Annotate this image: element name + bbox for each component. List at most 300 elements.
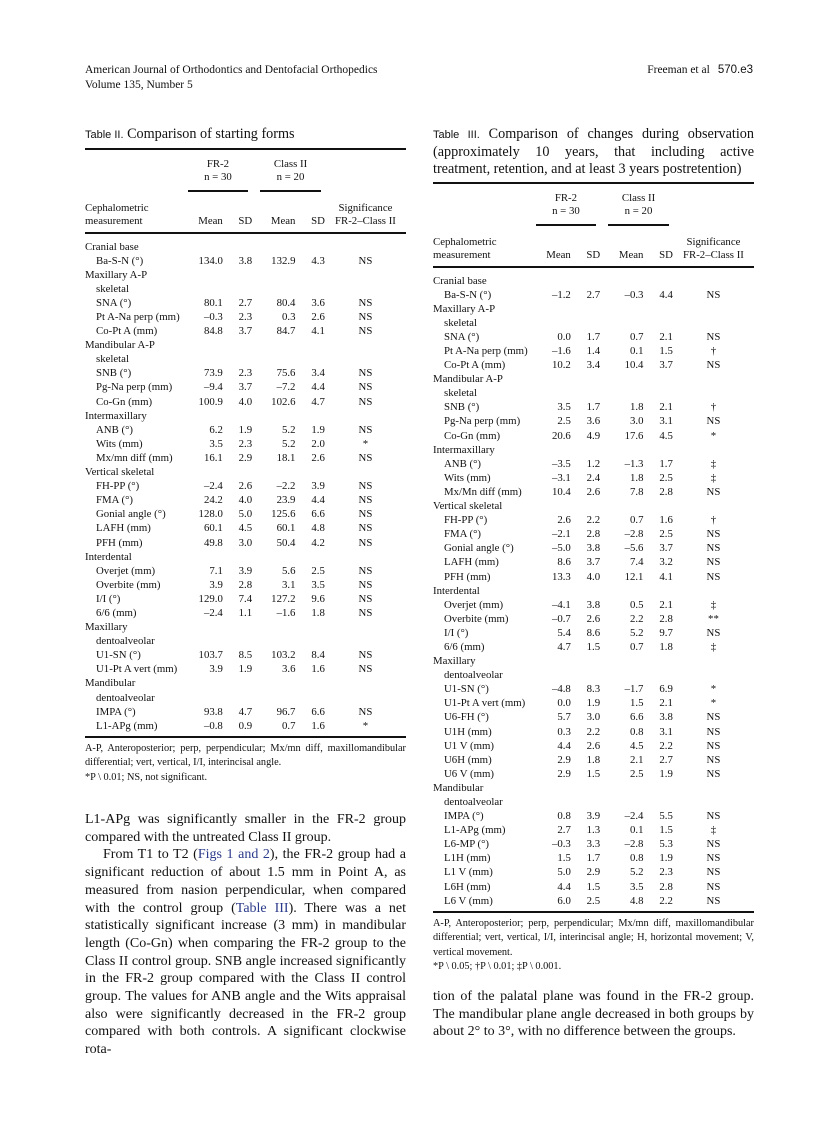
class2-mean: 10.4 [624,359,644,372]
table-row [433,471,754,485]
fr2-mean: 0.0 [557,330,571,343]
significance: NS [706,866,721,879]
class2-mean: –7.2 [276,381,296,394]
class2-mean: –2.2 [276,480,296,493]
row-label: Overjet (mm) [444,598,504,611]
table-row [433,344,754,358]
table-row [433,880,754,894]
table-row [85,536,406,550]
group-row [85,339,406,353]
fr2-sd: 3.6 [586,415,601,428]
class2-mean: 6.6 [629,711,644,724]
table-row [85,423,406,437]
significance: ‡ [710,457,717,470]
significance: NS [358,480,373,493]
significance: NS [706,880,721,893]
header-text: Cephalometric [433,236,497,248]
group-n: n = 30 [204,171,232,183]
fr2-mean: –1.2 [551,288,571,301]
table-row [85,578,406,592]
class2-sd: 1.9 [311,423,325,436]
running-header-right [647,63,753,78]
significance: NS [358,423,373,436]
table-row [85,451,406,465]
class2-sd: 3.8 [659,711,673,724]
fr2-mean: 16.1 [203,451,223,464]
paragraph: L1-APg was significantly smaller in the FR-2 group compared with the untreated Class II group. [85,812,406,845]
subgroup-row [433,316,754,330]
row-label: Maxillary A-P [433,302,496,315]
fr2-sd: 1.8 [586,753,601,766]
table-caption [433,126,754,178]
group-row [433,584,754,598]
row-label: Co-Gn (mm) [444,429,501,442]
class2-mean: 1.5 [629,697,644,710]
fr2-sd: 1.7 [586,330,601,343]
fr2-sd: 7.4 [238,592,253,605]
table-row [433,852,754,866]
subgroup-row [85,635,406,649]
significance: NS [358,395,373,408]
table-row [85,381,406,395]
fr2-mean: –0.7 [551,612,571,625]
class2-mean: 3.0 [629,415,644,428]
class2-sd: 3.7 [659,359,673,372]
significance: NS [358,649,373,662]
class2-mean: 2.2 [629,612,644,625]
group-row [433,655,754,669]
class2-mean: 0.1 [629,345,644,358]
fr2-mean: 49.8 [203,536,223,549]
group-name: FR-2 [554,192,578,204]
fr2-sd: 1.3 [586,824,601,837]
class2-mean: 2.5 [629,767,644,780]
column-header-mean: Mean [546,249,571,261]
significance: NS [706,626,721,639]
group-name: Class II [621,192,656,204]
fr2-sd: 8.3 [586,683,601,696]
fr2-sd: 1.7 [586,401,601,414]
group-n: n = 20 [276,171,305,183]
group-header [252,150,325,192]
significance: NS [706,330,721,343]
column-header-sd: SD [659,249,673,261]
class2-mean: –1.3 [624,457,644,470]
page-number: 570.e3 [717,64,753,76]
fr2-mean: 5.0 [557,866,571,879]
header-text: measurement [433,249,491,261]
significance: NS [706,711,721,724]
table-row [85,325,406,339]
class2-sd: 8.4 [311,649,325,662]
row-label: Mandibular [85,677,136,690]
class2-sd: 2.0 [311,437,325,450]
table-row [85,310,406,324]
table-row [85,437,406,451]
row-label: Maxillary [433,655,476,668]
fr2-sd: 8.5 [238,649,253,662]
fr2-sd: 2.4 [586,471,601,484]
fr2-sd: 3.0 [238,536,253,549]
significance: NS [706,288,721,301]
class2-sd: 3.1 [659,415,673,428]
group-row [85,621,406,635]
column-header-significance [325,192,406,233]
fr2-sd: 2.3 [238,437,253,450]
fr2-mean: 4.7 [557,640,571,653]
fr2-mean: 73.9 [203,367,223,380]
significance: NS [706,810,721,823]
significance: NS [358,663,373,676]
class2-mean: 84.7 [276,325,296,338]
row-label: L1 V (mm) [444,866,493,879]
class2-mean: 80.4 [276,296,296,309]
class2-sd: 9.6 [311,592,325,605]
fr2-mean: –0.3 [551,838,571,851]
fr2-sd: 4.9 [586,429,601,442]
table-row [433,683,754,697]
class2-sd: 1.6 [659,514,673,527]
fr2-sd: 1.5 [586,640,601,653]
significance: ** [708,612,719,625]
row-label: I/I (°) [444,626,469,639]
fr2-sd: 5.0 [238,508,253,521]
row-label: U1-Pt A vert (mm) [444,697,526,710]
class2-sd: 1.8 [659,640,673,653]
table-footnote-significance: *P \ 0.05; †P \ 0.01; ‡P \ 0.001. [433,960,562,972]
row-label: Pg-Na perp (mm) [96,381,173,394]
significance: ‡ [710,598,717,611]
fr2-sd: 4.0 [586,570,601,583]
group-header-row [85,150,406,192]
table-row [85,494,406,508]
row-label: U6H (mm) [444,753,492,766]
row-label: skeletal [444,387,477,400]
table-row [433,514,754,528]
group-row [433,500,754,514]
fr2-sd: 1.7 [586,852,601,865]
table-title: Comparison of changes during observation (approximately 10 years, that including active treatment, retention, and at least 3 years postretention) [433,126,754,177]
fr2-sd: 2.3 [238,367,253,380]
row-label: Gonial angle (°) [96,508,166,521]
class2-sd: 2.5 [659,471,673,484]
subgroup-row [85,282,406,296]
row-label: Wits (mm) [96,437,143,450]
fr2-sd: 3.8 [586,542,601,555]
class2-mean: –2.8 [624,838,644,851]
fr2-mean: 134.0 [198,254,223,267]
group-row [433,274,754,288]
row-label: U1-Pt A vert (mm) [96,663,178,676]
table-row [433,556,754,570]
table-row [85,296,406,310]
class2-mean: –0.3 [624,288,644,301]
column-header-sd: SD [238,215,253,227]
fr2-sd: 3.0 [586,711,601,724]
row-label: Wits (mm) [444,471,491,484]
table-row [85,719,406,733]
class2-mean: 3.6 [281,663,296,676]
fr2-sd: 3.7 [586,556,601,569]
table-row [433,401,754,415]
class2-sd: 2.1 [659,330,673,343]
fr2-sd: 8.6 [586,626,601,639]
row-label: U6 V (mm) [444,767,494,780]
significance: NS [358,508,373,521]
significance: NS [358,536,373,549]
fr2-sd: 3.4 [586,359,601,372]
row-label: Maxillary A-P [85,268,148,281]
fr2-mean: 128.0 [198,508,223,521]
class2-sd: 2.6 [311,311,325,324]
table-row [433,725,754,739]
fr2-sd: 3.9 [238,564,253,577]
group-row [85,240,406,254]
fr2-sd: 3.3 [586,838,601,851]
row-label: LAFH (mm) [444,556,499,569]
group-row [85,409,406,423]
row-label: Ba-S-N (°) [444,288,492,301]
row-label: SNA (°) [96,296,132,309]
class2-sd: 4.2 [311,536,325,549]
header-text: FR-2–Class II [335,215,396,227]
class2-sd: 6.6 [311,705,325,718]
text: ). There was a net statistically significant increase (3 mm) in mandibular length (Co-Gn) when comparing the FR-2 group to the Class II control group. SNB angle increased significantly in the FR-2 group compared with the Class II control group. The values for ANB angle and the Wits appraisal also were significantly decreased in the FR-2 group compared with both controls. A significant clockwise rota- [85,900,406,1058]
fr2-mean: –2.4 [203,606,223,619]
table-footnote-significance: *P \ 0.01; NS, not significant. [85,771,208,783]
class2-mean: 0.8 [629,852,644,865]
class2-mean: 7.4 [629,556,644,569]
row-label: dentoalveolar [96,691,155,704]
significance: NS [706,725,721,738]
class2-sd: 2.7 [659,753,673,766]
class2-mean: 5.2 [629,866,644,879]
row-label: Intermaxillary [433,443,495,456]
class2-sd: 4.8 [311,522,325,535]
data-table [85,150,406,733]
class2-mean: 125.6 [271,508,296,521]
body-text-right [433,988,754,1041]
class2-mean: 0.7 [629,330,644,343]
significance: NS [706,753,721,766]
fr2-mean: 1.5 [557,852,571,865]
class2-sd: 2.2 [659,894,673,907]
table-3 [433,126,754,974]
table-footnote: A-P, Anteroposterior; perp, perpendicular; Mx/mn diff, maxillomandibular differential; vert, vertical, I/I, interincisal angle; H, horizontal movement; V, vertical movement. [433,918,754,958]
significance: NS [358,592,373,605]
class2-sd: 4.5 [659,429,673,442]
table-row [433,866,754,880]
table-row [85,592,406,606]
fr2-sd: 2.7 [238,296,253,309]
table-caption [85,126,406,144]
class2-sd: 5.3 [659,838,673,851]
significance: NS [706,570,721,583]
class2-mean: 18.1 [276,451,296,464]
table-label: Table II. [85,129,124,141]
class2-mean: 23.9 [276,494,296,507]
class2-sd: 2.1 [659,697,673,710]
fr2-mean: 84.8 [203,325,223,338]
table-row [85,663,406,677]
class2-sd: 3.4 [311,367,325,380]
fr2-sd: 1.2 [586,457,601,470]
significance: NS [706,767,721,780]
significance: NS [358,311,373,324]
column-header-row [85,192,406,233]
column-header-row [433,226,754,267]
fr2-mean: 60.1 [203,522,223,535]
row-label: L1H (mm) [444,852,491,865]
fr2-mean: 0.0 [557,697,571,710]
header-text: FR-2–Class II [683,249,744,261]
fr2-sd: 2.8 [586,528,601,541]
column-header-sd: SD [311,215,325,227]
table-row [85,522,406,536]
significance: NS [706,542,721,555]
class2-mean: –1.6 [276,606,296,619]
table-row [85,480,406,494]
class2-mean: 132.9 [271,254,296,267]
class2-sd: 4.4 [311,381,325,394]
table-row [85,564,406,578]
fr2-sd: 2.8 [238,578,253,591]
row-label: Interdental [433,584,480,597]
row-label: Pt A-Na perp (mm) [444,345,528,358]
class2-mean: 17.6 [624,429,644,442]
class2-mean: 1.8 [629,401,644,414]
fr2-mean: 80.1 [203,296,223,309]
fr2-mean: 0.8 [557,810,571,823]
fr2-mean: –2.4 [203,480,223,493]
column-header-significance [673,226,754,267]
row-label: L6H (mm) [444,880,491,893]
table-row [433,485,754,499]
figure-link[interactable]: Figs 1 and 2 [197,847,270,863]
fr2-mean: 24.2 [203,494,223,507]
row-label: Overjet (mm) [96,564,156,577]
row-label: FH-PP (°) [444,514,488,527]
significance: NS [358,494,373,507]
significance: NS [706,359,721,372]
table-link[interactable]: Table III [235,900,289,916]
group-header [528,184,600,226]
row-label: Mandibular A-P [85,339,155,352]
table-title: Comparison of starting forms [127,126,295,142]
fr2-mean: 0.3 [557,725,571,738]
table-row [433,767,754,781]
fr2-mean: 129.0 [198,592,223,605]
class2-sd: 1.5 [659,345,673,358]
significance: NS [358,325,373,338]
class2-mean: 3.5 [629,880,644,893]
fr2-sd: 4.0 [238,395,253,408]
class2-sd: 4.1 [311,325,325,338]
significance: NS [358,381,373,394]
class2-sd: 2.5 [311,564,325,577]
table-row [433,542,754,556]
fr2-sd: 1.9 [238,663,253,676]
class2-mean: 0.7 [281,719,296,732]
fr2-sd: 2.2 [586,725,601,738]
group-row [85,466,406,480]
table-row [433,894,754,908]
column-header-mean: Mean [618,249,644,261]
fr2-sd: 4.5 [238,522,253,535]
fr2-sd: 2.6 [586,612,601,625]
row-label: IMPA (°) [96,705,136,718]
significance: ‡ [710,640,717,653]
table-row [433,429,754,443]
fr2-sd: 1.5 [586,767,601,780]
class2-sd: 2.6 [311,451,325,464]
row-label: U1-SN (°) [444,683,489,696]
class2-mean: 50.4 [276,536,296,549]
fr2-sd: 3.9 [586,810,601,823]
class2-mean: 7.8 [629,485,644,498]
group-n: n = 30 [552,205,580,217]
fr2-sd: 3.8 [238,254,253,267]
fr2-sd: 2.7 [586,288,601,301]
class2-sd: 3.2 [659,556,673,569]
row-label: I/I (°) [96,592,121,605]
class2-mean: 3.1 [281,578,296,591]
fr2-mean: –3.1 [551,471,571,484]
class2-mean: 75.6 [276,367,296,380]
table-row [433,640,754,654]
row-label: FMA (°) [444,528,482,541]
table-row [433,359,754,373]
class2-sd: 4.1 [659,570,673,583]
fr2-mean: 2.6 [557,514,571,527]
class2-sd: 1.5 [659,824,673,837]
row-label: dentoalveolar [444,796,503,809]
header-text: Significance [338,202,393,214]
class2-sd: 2.1 [659,401,673,414]
text: ), the FR-2 group had a significant reduction of about 1.5 mm in Point A, as measured from nasion perpendicular, when compared with the control group ( [85,847,406,916]
significance: NS [358,254,373,267]
table-row [433,711,754,725]
significance: NS [706,852,721,865]
fr2-mean: 2.9 [557,753,571,766]
header-text: measurement [85,215,143,227]
class2-sd: 3.7 [659,542,673,555]
class2-sd: 1.9 [659,852,673,865]
class2-sd: 2.8 [659,880,673,893]
table-row [433,697,754,711]
subgroup-row [85,353,406,367]
table-row [433,810,754,824]
table-label: Table III. [433,129,480,141]
fr2-sd: 2.6 [586,485,601,498]
group-row [85,677,406,691]
row-label: Co-Pt A (mm) [444,359,506,372]
group-header [180,150,252,192]
row-label: IMPA (°) [444,810,484,823]
row-label: SNB (°) [96,367,132,380]
class2-sd: 2.3 [659,866,673,879]
fr2-mean: 4.4 [557,739,571,752]
class2-sd: 2.2 [659,739,673,752]
data-table [433,184,754,908]
fr2-mean: 20.6 [551,429,571,442]
fr2-sd: 2.2 [586,514,601,527]
row-label: Pg-Na perp (mm) [444,415,521,428]
class2-sd: 4.4 [311,494,325,507]
fr2-sd: 3.7 [238,325,253,338]
class2-mean: –2.8 [624,528,644,541]
row-label: skeletal [96,282,129,295]
